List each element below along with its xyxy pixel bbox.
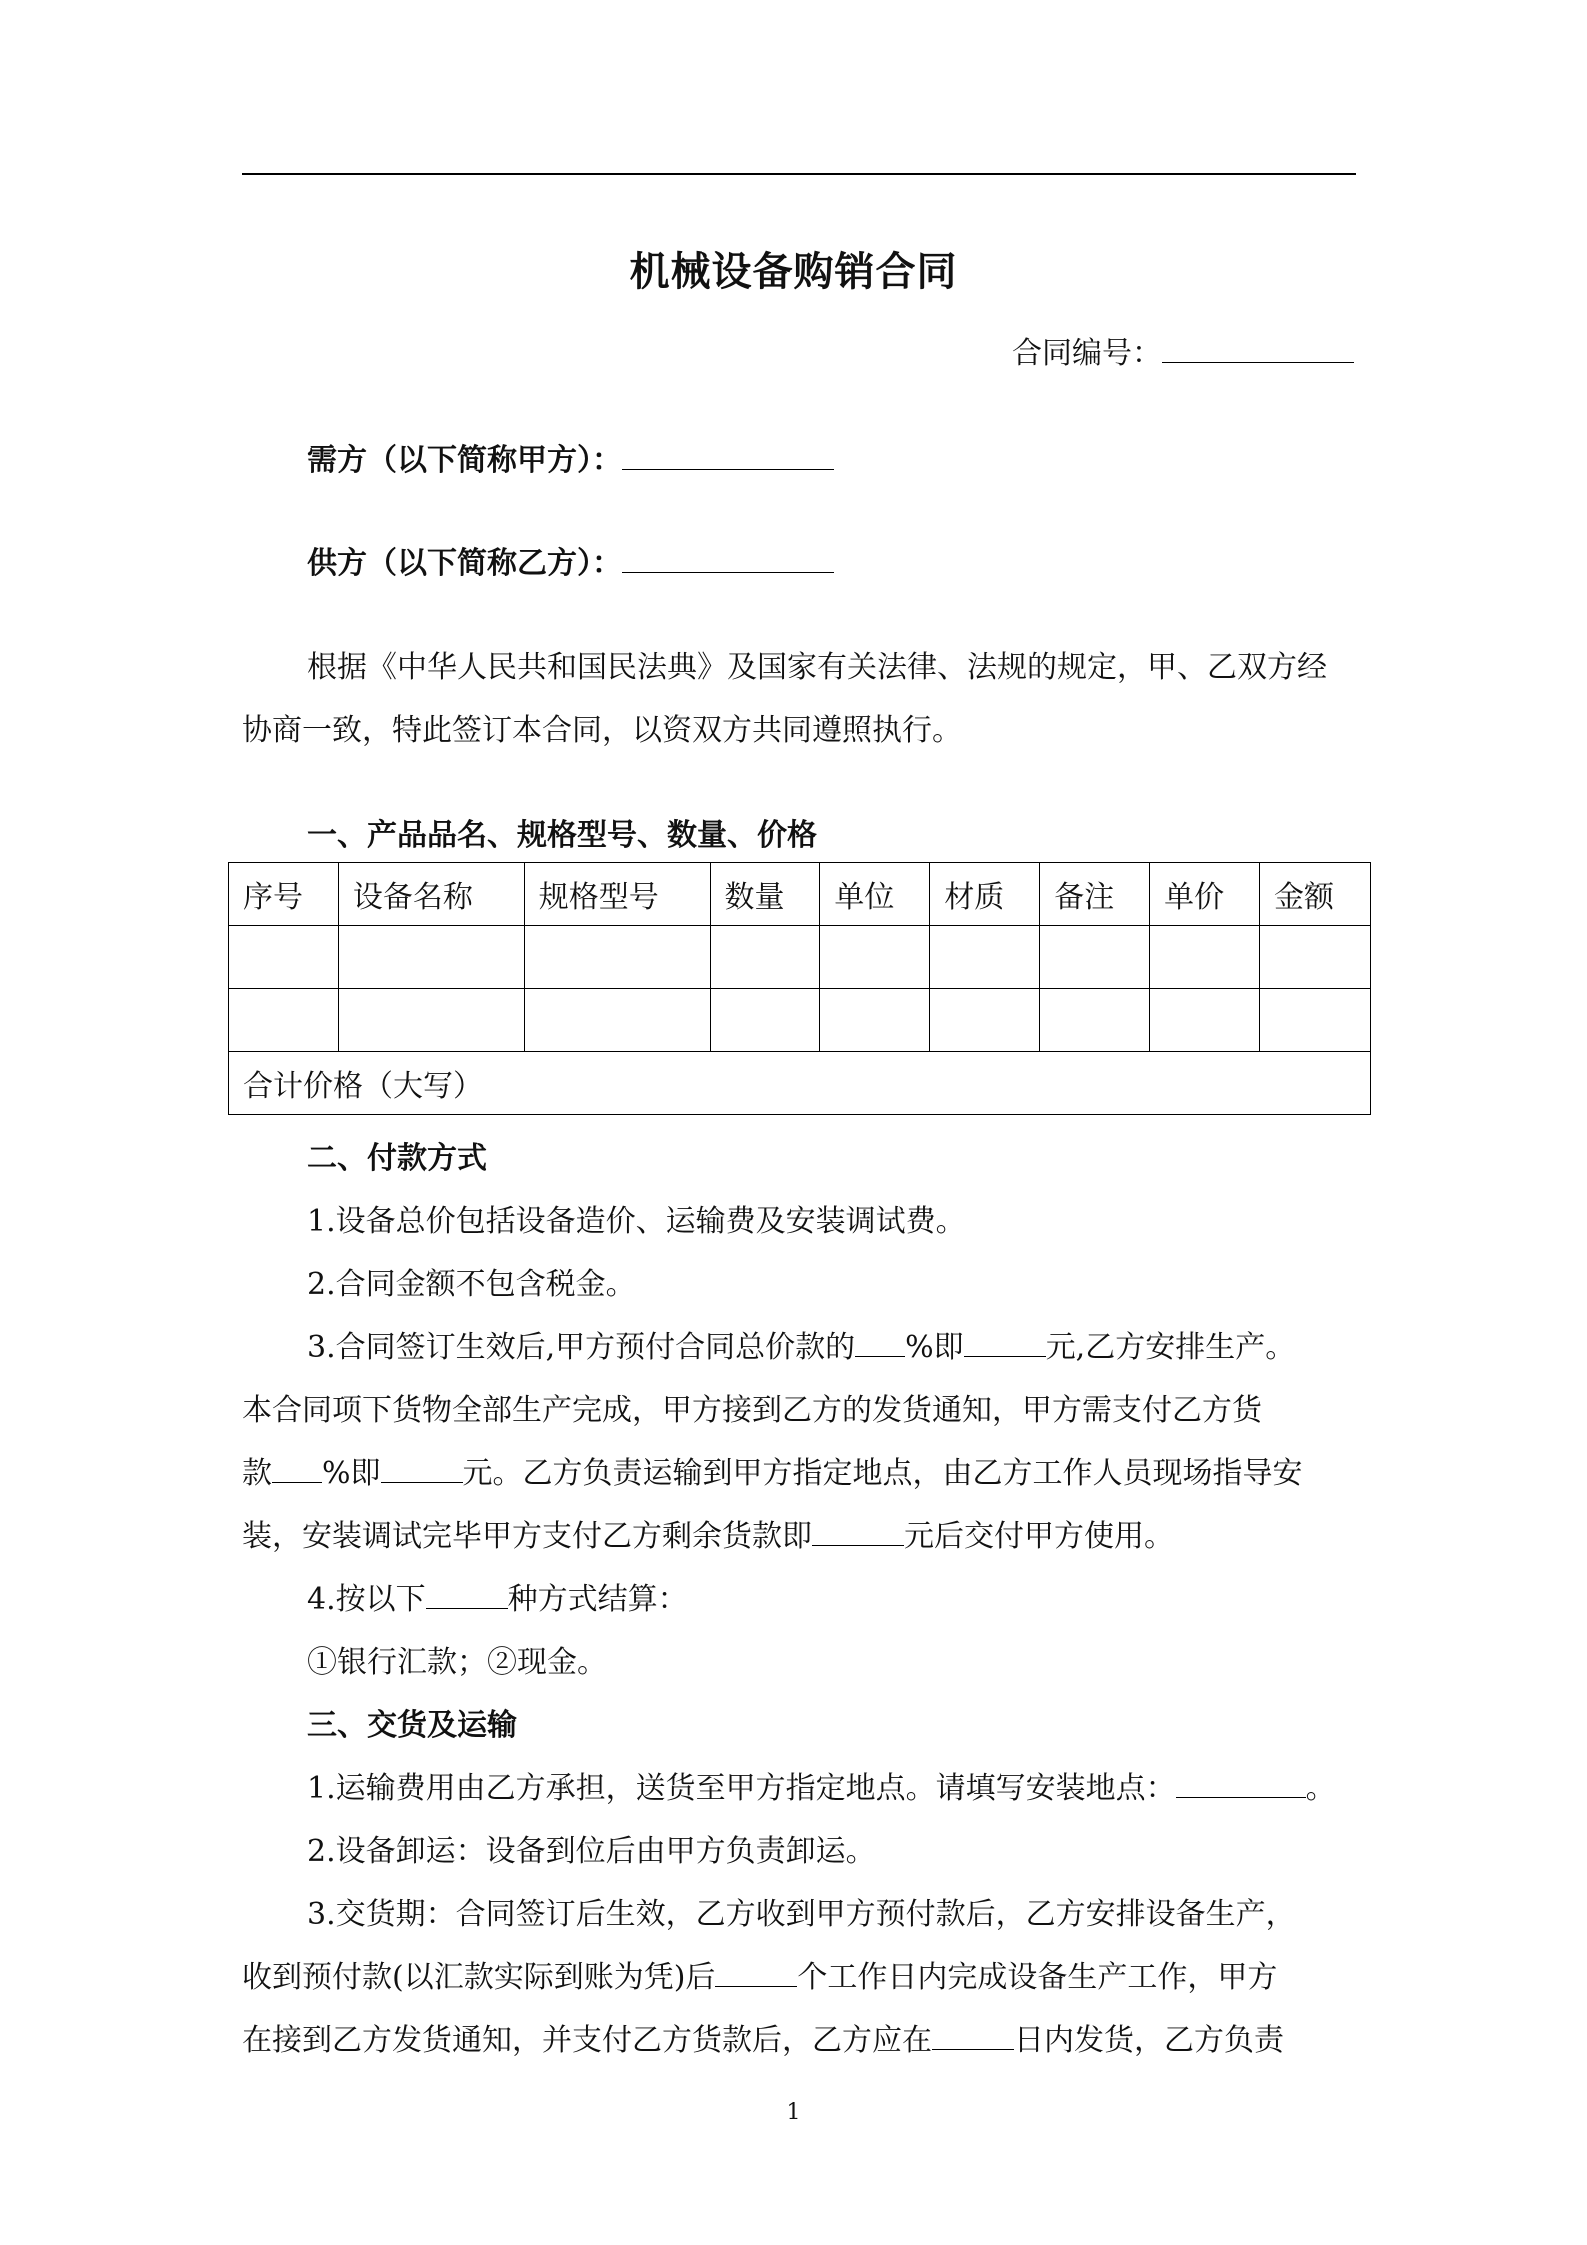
table-header-cell: 金额 (1260, 863, 1371, 926)
page-title: 机械设备购销合同 (629, 248, 958, 295)
contract-number-line (1012, 328, 1354, 372)
page-number: 1 (786, 2100, 801, 2125)
table-total-row (229, 1052, 1371, 1115)
seller-label: 供方（以下简称乙方）： (307, 546, 622, 581)
item3-text-a: 3.合同签订生效后,甲方预付合同总价款的 (307, 1330, 856, 1365)
production-days-blank[interactable] (715, 1954, 797, 1987)
section2-item3-line2: 本合同项下货物全部生产完成，甲方接到乙方的发货通知，甲方需支付乙方货 (242, 1393, 1262, 1428)
item4-text-a: 4.按以下 (307, 1582, 426, 1617)
advance-percent-blank[interactable] (855, 1324, 905, 1357)
table-header-cell: 材质 (930, 863, 1040, 926)
table-header-row (229, 863, 1371, 926)
s3-item3-l3-text-a: 在接到乙方发货通知，并支付乙方货款后，乙方应在 (242, 2023, 932, 2058)
item3-l4-text-a: 装，安装调试完毕甲方支付乙方剩余货款即 (242, 1519, 812, 1554)
table-cell[interactable] (524, 926, 710, 989)
table-cell[interactable] (1260, 926, 1371, 989)
section1-heading: 一、产品品名、规格型号、数量、价格 (307, 818, 817, 853)
section2-item2: 2.合同金额不包含税金。 (307, 1267, 636, 1302)
item3-l3-text-c: 元。乙方负责运输到甲方指定地点，由乙方工作人员现场指导安 (462, 1456, 1303, 1491)
shipping-days-blank[interactable] (932, 2017, 1014, 2050)
install-location-blank[interactable] (1176, 1765, 1306, 1798)
section3-item3-line2 (242, 1952, 1277, 1996)
header-rule (242, 173, 1356, 175)
advance-amount-blank[interactable] (964, 1324, 1046, 1357)
s3-item3-l2-text-b: 个工作日内完成设备生产工作，甲方 (797, 1960, 1278, 1995)
section2-item3-line4 (242, 1511, 1174, 1555)
table-header-cell: 备注 (1040, 863, 1150, 926)
table-cell[interactable] (930, 926, 1040, 989)
table-cell[interactable] (1040, 926, 1150, 989)
delivery-amount-blank[interactable] (381, 1450, 463, 1483)
remaining-amount-blank[interactable] (812, 1513, 904, 1546)
item3-l3-text-b: %即 (322, 1456, 381, 1491)
products-table (228, 862, 1371, 1115)
table-header-cell: 设备名称 (338, 863, 524, 926)
contract-number-label: 合同编号： (1012, 336, 1162, 371)
s3-item1-text-b: 。 (1305, 1771, 1336, 1806)
table-cell[interactable] (1150, 926, 1260, 989)
seller-blank[interactable] (622, 540, 834, 573)
section3-item2: 2.设备卸运：设备到位后由甲方负责卸运。 (307, 1834, 876, 1869)
section3-item3-line3 (242, 2015, 1284, 2059)
total-price-cell: 合计价格（大写） (229, 1052, 1371, 1115)
s3-item3-l2-text-a: 收到预付款(以汇款实际到账为凭)后 (242, 1960, 716, 1995)
table-cell[interactable] (820, 926, 930, 989)
buyer-label: 需方（以下简称甲方）： (307, 443, 622, 478)
item4-text-b: 种方式结算： (507, 1582, 688, 1617)
table-header-cell: 单位 (820, 863, 930, 926)
section3-item3-line1: 3.交货期：合同签订后生效，乙方收到甲方预付款后，乙方安排设备生产， (307, 1897, 1296, 1932)
item3-text-b: %即 (905, 1330, 964, 1365)
section2-item3-line1 (307, 1322, 1295, 1366)
table-cell[interactable] (338, 989, 524, 1052)
table-header-cell: 单价 (1150, 863, 1260, 926)
table-cell[interactable] (930, 989, 1040, 1052)
item3-l4-text-b: 元后交付甲方使用。 (904, 1519, 1174, 1554)
preamble-paragraph: 根据《中华人民共和国民法典》及国家有关法律、法规的规定，甲、乙双方经协商一致，特此签订本合同，以资双方共同遵照执行。 (242, 650, 1327, 748)
table-header-cell: 数量 (710, 863, 820, 926)
settlement-method-blank[interactable] (426, 1576, 508, 1609)
table-cell[interactable] (1260, 989, 1371, 1052)
table-row (229, 989, 1371, 1052)
s3-item3-l3-text-b: 日内发货，乙方负责 (1014, 2023, 1284, 2058)
section2-item4 (307, 1574, 688, 1618)
contract-number-blank[interactable] (1162, 330, 1354, 363)
table-cell[interactable] (710, 926, 820, 989)
table-cell[interactable] (820, 989, 930, 1052)
table-cell[interactable] (229, 989, 339, 1052)
buyer-line (307, 435, 834, 479)
delivery-percent-blank[interactable] (272, 1450, 322, 1483)
table-cell[interactable] (229, 926, 339, 989)
table-cell[interactable] (1040, 989, 1150, 1052)
table-cell[interactable] (338, 926, 524, 989)
table-cell[interactable] (1150, 989, 1260, 1052)
table-cell[interactable] (524, 989, 710, 1052)
table-header-cell: 规格型号 (524, 863, 710, 926)
item3-l3-text-a: 款 (242, 1456, 272, 1491)
table-header-cell: 序号 (229, 863, 339, 926)
table-cell[interactable] (710, 989, 820, 1052)
buyer-blank[interactable] (622, 437, 834, 470)
section2-heading: 二、付款方式 (307, 1141, 487, 1176)
seller-line (307, 538, 834, 582)
s3-item1-text-a: 1.运输费用由乙方承担，送货至甲方指定地点。请填写安装地点： (307, 1771, 1176, 1806)
section2-item3-line3 (242, 1448, 1303, 1492)
table-row (229, 926, 1371, 989)
section2-item1: 1.设备总价包括设备造价、运输费及安装调试费。 (307, 1204, 966, 1239)
section2-item4-options: ①银行汇款；②现金。 (307, 1645, 607, 1680)
section3-item1 (307, 1763, 1336, 1807)
section3-heading: 三、交货及运输 (307, 1708, 517, 1743)
item3-text-c: 元,乙方安排生产。 (1045, 1330, 1296, 1365)
